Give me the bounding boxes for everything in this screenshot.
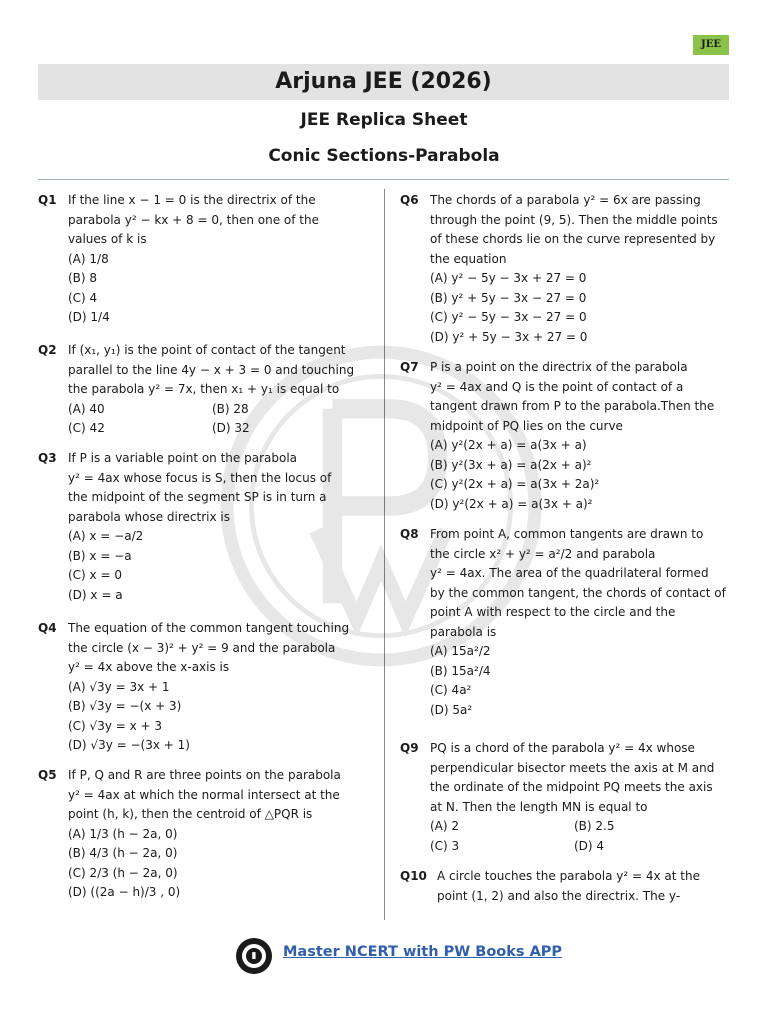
option-d: (D) √3y = −(3x + 1) xyxy=(68,738,190,752)
option-a: (A) 2 xyxy=(430,819,460,833)
question-text: point (1, 2) and also the directrix. The y- xyxy=(437,888,681,903)
question-text: values of k is xyxy=(68,232,147,246)
question-number: Q1 xyxy=(38,193,57,207)
option-b: (B) x = −a xyxy=(68,548,132,563)
option-b: (B) 15a²/4 xyxy=(430,663,491,678)
header-divider xyxy=(38,179,729,180)
option-c: (C) 4 xyxy=(68,290,98,305)
option-b: (B) 8 xyxy=(68,271,98,285)
option-b: (B) 4/3 (h − 2a, 0) xyxy=(68,846,178,860)
question-text: parabola whose directrix is xyxy=(68,509,231,524)
option-a: (A) √3y = 3x + 1 xyxy=(68,679,170,694)
question-text: P is a point on the directrix of the parabola xyxy=(430,360,688,374)
question-text: the circle x² + y² = a²/2 and parabola xyxy=(430,546,656,561)
option-d: (D) ((2a − h)/3 , 0) xyxy=(68,885,181,899)
question-text: If P is a variable point on the parabola xyxy=(68,451,298,465)
question-text: of these chords lie on the curve represented by xyxy=(430,232,716,246)
option-c: (C) 2/3 (h − 2a, 0) xyxy=(68,865,178,880)
option-b: (B) √3y = −(x + 3) xyxy=(68,699,182,713)
option-c: (C) 4a² xyxy=(430,683,472,697)
question-text: at N. Then the length MN is equal to xyxy=(430,799,648,814)
question-text: the equation xyxy=(430,251,507,266)
option-c: (C) x = 0 xyxy=(68,568,122,582)
footer xyxy=(0,936,768,976)
option-d: (D) 4 xyxy=(574,838,605,853)
options-grid xyxy=(430,817,730,856)
option-a: (A) 1/3 (h − 2a, 0) xyxy=(68,826,178,841)
question-number: Q3 xyxy=(38,451,57,465)
question-number: Q2 xyxy=(38,343,57,357)
topic-title: Conic Sections-Parabola xyxy=(268,146,500,166)
option-b: (B) y²(3x + a) = a(2x + a)² xyxy=(430,457,592,472)
page-title: Arjuna JEE (2026) xyxy=(38,64,729,100)
book-icon: ▮ xyxy=(246,948,262,964)
question-text: parabola y² − kx + 8 = 0, then one of the xyxy=(68,212,319,227)
option-d: (D) y²(2x + a) = a(3x + a)² xyxy=(430,496,593,511)
question-number: Q7 xyxy=(400,360,419,374)
option-d: (D) 1/4 xyxy=(68,310,110,324)
question-text: y² = 4ax and Q is the point of contact of a xyxy=(430,379,684,394)
question-number: Q10 xyxy=(400,869,427,883)
option-a: (A) 1/8 xyxy=(68,251,109,266)
option-c: (C) y²(2x + a) = a(3x + 2a)² xyxy=(430,477,600,491)
option-c: (C) √3y = x + 3 xyxy=(68,718,163,733)
question-text: PQ is a chord of the parabola y² = 4x whose xyxy=(430,741,695,755)
question-text: y² = 4ax at which the normal intersect at the xyxy=(68,787,340,802)
question-text: the ordinate of the midpoint PQ meets the axis xyxy=(430,780,713,794)
question-number: Q4 xyxy=(38,621,57,635)
question-number: Q8 xyxy=(400,527,419,541)
option-c: (C) 3 xyxy=(430,838,460,853)
question-text: point (h, k), then the centroid of △PQR is xyxy=(68,807,313,821)
question-text: y² = 4x above the x-axis is xyxy=(68,660,230,674)
question-text: A circle touches the parabola y² = 4x at the xyxy=(437,869,700,883)
question-text: the parabola y² = 7x, then x₁ + y₁ is equal to xyxy=(68,382,340,396)
question-number: Q5 xyxy=(38,768,57,782)
option-d: (D) y² + 5y − 3x + 27 = 0 xyxy=(430,329,588,344)
option-b: (B) y² + 5y − 3x − 27 = 0 xyxy=(430,290,587,305)
question-text: parabola is xyxy=(430,624,497,639)
option-d: (D) x = a xyxy=(68,587,123,602)
question-text: If the line x − 1 = 0 is the directrix of the xyxy=(68,193,316,207)
question-text: If (x₁, y₁) is the point of contact of the tangent xyxy=(68,343,346,357)
option-a: (A) y² − 5y − 3x + 27 = 0 xyxy=(430,271,587,285)
option-d: (D) 32 xyxy=(212,421,250,435)
option-a: (A) 15a²/2 xyxy=(430,644,491,658)
options-grid xyxy=(68,400,378,439)
option-a: (A) y²(2x + a) = a(3x + a) xyxy=(430,438,587,452)
option-c: (C) 42 xyxy=(68,421,105,435)
option-a: (A) 40 xyxy=(68,401,105,416)
question-text: The equation of the common tangent touching xyxy=(68,621,350,635)
question-text: midpoint of PQ lies on the curve xyxy=(430,418,623,433)
question-text: the circle (x − 3)² + y² = 9 and the parabola xyxy=(68,640,336,655)
question-text: y² = 4ax. The area of the quadrilateral formed xyxy=(430,566,709,580)
option-b: (B) 2.5 xyxy=(574,819,615,833)
question-text: The chords of a parabola y² = 6x are passing xyxy=(430,193,701,207)
pw-books-app-link[interactable]: Master NCERT with PW Books APP xyxy=(283,944,563,960)
question-text: From point A, common tangents are drawn to xyxy=(430,527,704,541)
exam-badge: JEE xyxy=(693,35,729,55)
question-text: point A with respect to the circle and the xyxy=(430,605,676,619)
option-b: (B) 28 xyxy=(212,401,249,416)
pw-books-logo xyxy=(236,938,272,974)
option-a: (A) x = −a/2 xyxy=(68,529,144,543)
question-text: perpendicular bisector meets the axis at M and xyxy=(430,760,715,775)
question-text: by the common tangent, the chords of contact of xyxy=(430,585,726,600)
question-number: Q9 xyxy=(400,741,419,755)
question-text: the midpoint of the segment SP is in turn a xyxy=(68,490,327,504)
question-text: tangent drawn from P to the parabola.Then the xyxy=(430,399,715,413)
logo-ring xyxy=(242,944,266,968)
question-text: If P, Q and R are three points on the parabola xyxy=(68,768,341,782)
column-divider xyxy=(384,189,385,920)
option-c: (C) y² − 5y − 3x − 27 = 0 xyxy=(430,310,587,324)
sheet-subtitle: JEE Replica Sheet xyxy=(300,110,468,130)
option-d: (D) 5a² xyxy=(430,702,473,717)
question-text: parallel to the line 4y − x + 3 = 0 and touching xyxy=(68,362,355,377)
question-number: Q6 xyxy=(400,193,419,207)
question-text: y² = 4ax whose focus is S, then the locus of xyxy=(68,470,332,485)
question-text: through the point (9, 5). Then the middle points xyxy=(430,212,718,227)
